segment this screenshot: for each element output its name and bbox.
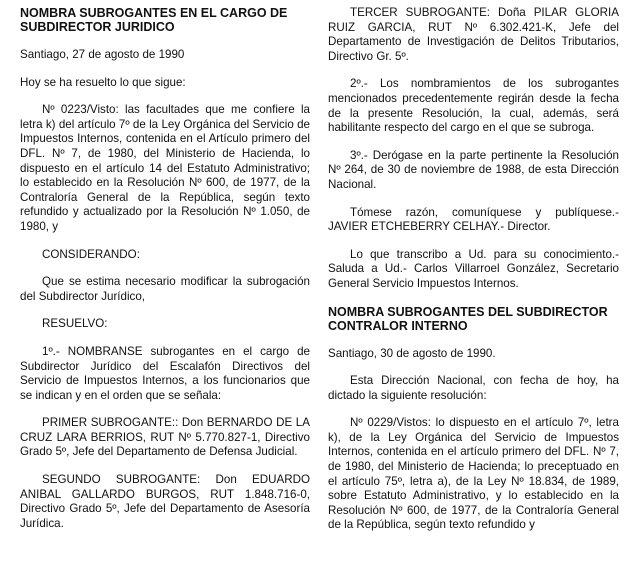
left-column: [0, 0, 314, 544]
tercer-subrogante-paragraph: TERCER SUBROGANTE: Doña PILAR GLORIA RUIZ GARCIA, RUT Nº 6.302.421-K, Jefe del Departamento de Investigación de Delitos Tributarios, Directivo Gr. 5º.: [328, 6, 619, 63]
segundo-subrogante-paragraph: SEGUNDO SUBROGANTE: Don EDUARDO ANIBAL GALLARDO BURGOS, RUT 1.848.716-0, Directivo Grado 5º, Jefe del Departamento de Asesoría Jurídica.: [20, 473, 310, 530]
considerando-paragraph: Que se estima necesario modificar la subrogación del Subdirector Jurídico,: [20, 275, 310, 303]
intro-paragraph-2: Esta Dirección Nacional, con fecha de hoy, ha dictado la siguiente resolución:: [328, 374, 619, 402]
point-1-paragraph: 1º.- NOMBRANSE subrogantes en el cargo de Subdirector Jurídico del Escalafón Directivos del Servicio de Impuestos Internos, a los funcionarios que se indican y en el orden que se señala:: [20, 344, 310, 402]
right-column: [318, 0, 629, 546]
intro-line: Hoy se ha resuelto lo que sigue:: [20, 75, 186, 89]
resuelvo-label: RESUELVO:: [42, 317, 108, 331]
point-3-paragraph: 3º.- Derógase en la parte pertinente la Resolución Nº 264, de 30 de noviembre de 1988, de esta Dirección Nacional.: [328, 148, 619, 191]
date-line-2: Santiago, 30 de agosto de 1990.: [328, 346, 496, 360]
date-line: Santiago, 27 de agosto de 1990: [20, 48, 185, 61]
tomese-razon-paragraph: Tómese razón, comuníquese y publíquese.- JAVIER ETCHEBERRY CELHAY.- Director.: [328, 205, 619, 234]
section-heading-contralor-interno: NOMBRA SUBROGANTES DEL SUBDIRECTOR CONTRALOR INTERNO: [328, 304, 608, 333]
transcribo-paragraph: Lo que transcribo a Ud. para su conocimiento.- Saluda a Ud.- Carlos Villarroel González, Secretario General Servicio Impuestos Internos.: [328, 247, 619, 290]
vistos-paragraph-2: Nº 0229/Vistos: lo dispuesto en el artículo 7º, letra k), de la Ley Orgánica del Servicio de Impuestos Internos, contenida en el artículo primero del DFL. Nº 7, de 1980, del Ministerio de Hacienda; lo preceptuado en el artículo 75º, letra a), de la Ley Nº 18.834, de 1989, sobre Estatuto Administrativo, y lo establecido en la Resolución Nº 600, de 1977, de la Contraloría General de la República, según texto refundido y: [328, 416, 619, 532]
visto-paragraph: Nº 0223/Visto: las facultades que me confiere la letra k) del artículo 7º de la Ley Orgánica del Servicio de Impuestos Internos, contenida en el Artículo primero del DFL. Nº 7, de 1980, del Ministerio de Hacienda, lo dispuesto en el artículo 14 del Estatuto Administrativo; lo establecido en la Resolución Nº 600, de 1977, de la Contraloría General de la República, según texto refundido y actualizado por la Resolución Nº 1.050, de 1980, y: [20, 103, 310, 233]
considerando-label: CONSIDERANDO:: [42, 247, 140, 261]
point-2-paragraph: 2º.- Los nombramientos de los subrogantes mencionados precedentemente regirán desde la fecha de la presente Resolución, la cual, además, será habilitante respecto del cargo en el que se subroga.: [328, 77, 619, 135]
primer-subrogante-paragraph: PRIMER SUBROGANTE:: Don BERNARDO DE LA CRUZ LARA BERRIOS, RUT Nº 5.770.827-1, Directivo Grado 5º, Jefe del Departamento de Defensa Judicial.: [20, 416, 310, 459]
section-heading-subdirector-juridico: NOMBRA SUBROGANTES EN EL CARGO DE SUBDIRECTOR JURIDICO: [20, 6, 288, 34]
